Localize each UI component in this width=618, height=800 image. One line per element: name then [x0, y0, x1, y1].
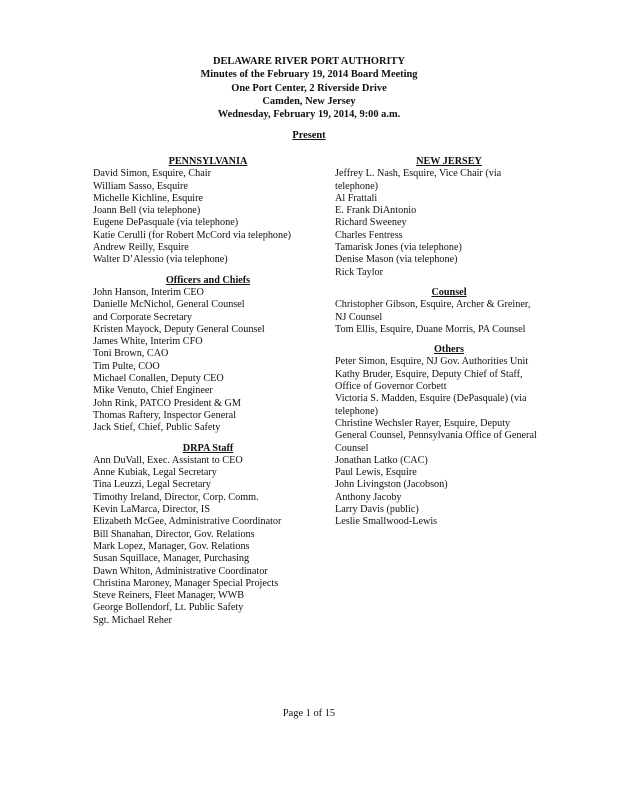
- attendee-line: Rick Taylor: [335, 266, 384, 278]
- attendee-line: Jeffrey L. Nash, Esquire, Vice Chair (via: [335, 168, 502, 180]
- attendee-line: Tom Ellis, Esquire, Duane Morris, PA Counsel: [335, 323, 526, 335]
- attendee-section: [335, 344, 563, 528]
- section-title: Counsel: [431, 286, 467, 298]
- header-line: Camden, New Jersey: [262, 95, 356, 107]
- attendee-line: Paul Lewis, Esquire: [335, 467, 417, 479]
- attendee-line: and Corporate Secretary: [93, 311, 192, 323]
- attendee-section: [93, 443, 323, 627]
- attendee-line: Christopher Gibson, Esquire, Archer & Greiner,: [335, 299, 531, 311]
- attendee-line: Toni Brown, CAO: [93, 348, 169, 360]
- attendee-line: Ann DuVall, Exec. Assistant to CEO: [93, 454, 243, 466]
- attendee-line: Kathy Bruder, Esquire, Deputy Chief of Staff,: [335, 368, 523, 380]
- attendee-line: Andrew Reilly, Esquire: [93, 242, 189, 254]
- attendee-line: Jonathan Latko (CAC): [335, 454, 428, 466]
- section-title: PENNSYLVANIA: [168, 156, 248, 167]
- header-line: DELAWARE RIVER PORT AUTHORITY: [213, 56, 405, 67]
- header-line: Wednesday, February 19, 2014, 9:00 a.m.: [217, 109, 401, 121]
- section-title: DRPA Staff: [182, 442, 234, 454]
- attendee-line: Counsel: [335, 442, 369, 454]
- attendee-line: Larry Davis (public): [335, 504, 419, 516]
- attendee-line: George Bollendorf, Lt. Public Safety: [93, 602, 244, 614]
- attendee-line: Michelle Kichline, Esquire: [93, 192, 204, 204]
- present-heading: Present: [292, 130, 326, 141]
- attendee-line: Victoria S. Madden, Esquire (DePasquale) (via: [335, 393, 527, 405]
- attendee-line: Elizabeth McGee, Administrative Coordinator: [93, 516, 282, 528]
- attendee-line: Susan Squillace, Manager, Purchasing: [93, 553, 250, 565]
- attendee-line: telephone): [335, 405, 378, 417]
- attendee-line: Timothy Ireland, Director, Corp. Comm.: [93, 491, 259, 503]
- header-line: Minutes of the February 19, 2014 Board Meeting: [200, 69, 418, 81]
- attendee-line: Eugene DePasquale (via telephone): [93, 217, 239, 229]
- header-line: One Port Center, 2 Riverside Drive: [231, 82, 387, 94]
- attendee-line: Michael Conallen, Deputy CEO: [93, 373, 224, 385]
- attendee-line: Dawn Whiton, Administrative Coordinator: [93, 565, 268, 577]
- attendee-line: Sgt. Michael Reher: [93, 614, 172, 626]
- attendee-line: Kristen Mayock, Deputy General Counsel: [93, 323, 265, 335]
- attendee-line: John Hanson, Interim CEO: [93, 286, 204, 298]
- attendee-line: telephone): [335, 180, 378, 192]
- attendee-line: Richard Sweeney: [335, 217, 407, 229]
- attendee-line: Al Frattali: [335, 192, 378, 204]
- attendee-line: Katie Cerulli (for Robert McCord via telephone): [93, 229, 292, 241]
- attendee-line: Anne Kubiak, Legal Secretary: [93, 467, 217, 479]
- attendee-line: Jack Stief, Chief, Public Safety: [93, 422, 221, 434]
- attendee-line: Denise Mason (via telephone): [335, 254, 458, 266]
- attendee-line: Walter D’Alessio (via telephone): [93, 254, 228, 266]
- attendee-line: Steve Reiners, Fleet Manager, WWB: [93, 590, 245, 602]
- section-title: NEW JERSEY: [416, 156, 482, 167]
- attendee-line: Tim Pulte, COO: [93, 360, 160, 372]
- attendee-line: NJ Counsel: [335, 311, 383, 323]
- attendee-line: Joann Bell (via telephone): [93, 205, 201, 217]
- attendee-line: John Livingston (Jacobson): [335, 479, 448, 491]
- attendee-line: Office of Governor Corbett: [335, 381, 447, 393]
- attendee-line: Tina Leuzzi, Legal Secretary: [93, 479, 211, 491]
- document-header: [0, 55, 618, 121]
- attendee-line: David Simon, Esquire, Chair: [93, 168, 211, 180]
- attendee-line: Danielle McNichol, General Counsel: [93, 299, 245, 311]
- attendee-line: Christina Maroney, Manager Special Projects: [93, 577, 279, 589]
- attendee-line: John Rink, PATCO President & GM: [93, 397, 241, 409]
- attendee-line: Thomas Raftery, Inspector General: [93, 409, 237, 421]
- attendee-line: General Counsel, Pennsylvania Office of General: [335, 430, 537, 442]
- attendee-section: [93, 275, 323, 435]
- attendee-line: Mike Venuto, Chief Engineer: [93, 385, 213, 397]
- attendee-section: [93, 156, 323, 267]
- attendee-line: Kevin LaMarca, Director, IS: [93, 504, 210, 516]
- attendee-line: William Sasso, Esquire: [93, 180, 188, 192]
- left-column: [93, 156, 323, 635]
- attendee-section: [335, 287, 563, 336]
- attendee-line: Christine Wechsler Rayer, Esquire, Deputy: [335, 417, 511, 429]
- attendee-line: Leslie Smallwood-Lewis: [335, 516, 438, 528]
- attendee-line: Anthony Jacoby: [335, 491, 402, 503]
- attendee-line: James White, Interim CFO: [93, 336, 203, 348]
- attendee-line: E. Frank DiAntonio: [335, 205, 417, 217]
- attendee-line: Bill Shanahan, Director, Gov. Relations: [93, 528, 255, 540]
- attendee-section: [335, 156, 563, 279]
- attendee-line: Charles Fentress: [335, 229, 403, 241]
- page-number: Page 1 of 15: [282, 708, 336, 719]
- section-title: Others: [434, 344, 464, 356]
- right-column: [335, 156, 563, 537]
- section-title: Officers and Chiefs: [165, 274, 251, 286]
- attendee-line: Tamarisk Jones (via telephone): [335, 242, 462, 254]
- attendee-line: Peter Simon, Esquire, NJ Gov. Authorities Unit: [335, 356, 529, 368]
- attendee-line: Mark Lopez, Manager, Gov. Relations: [93, 540, 250, 552]
